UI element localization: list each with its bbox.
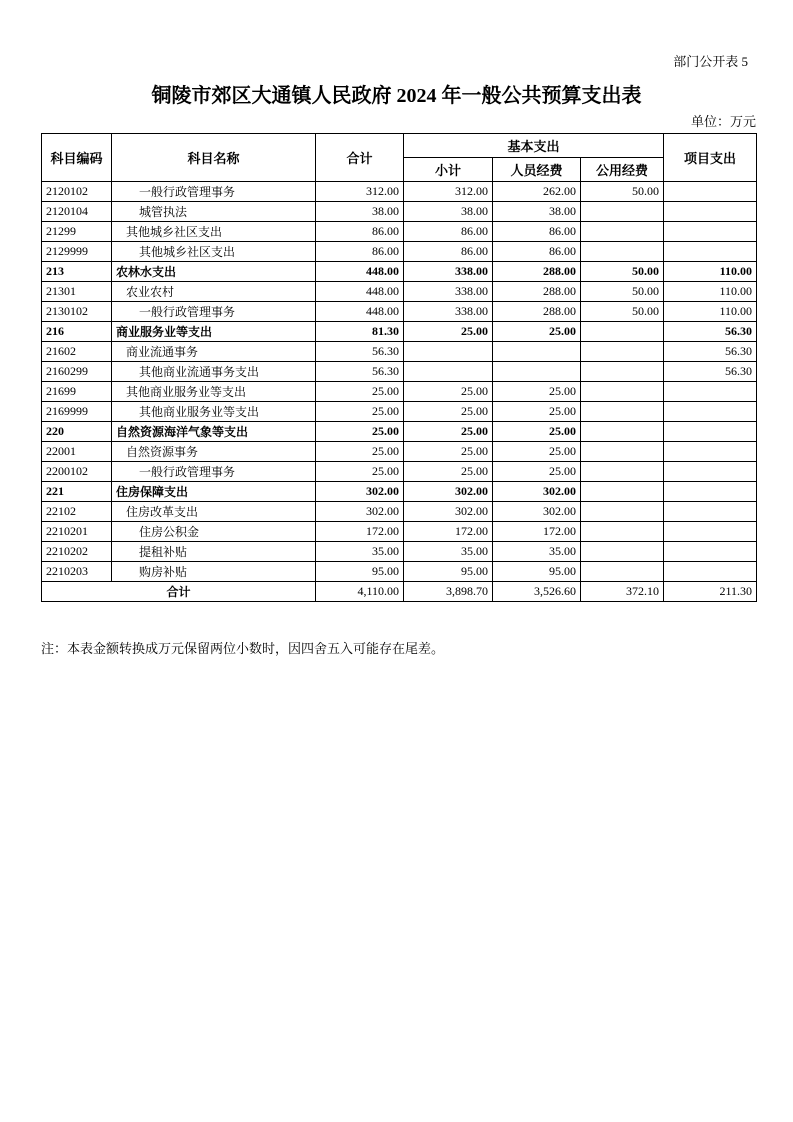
table-row bbox=[42, 182, 757, 202]
subtotal-cell: 38.00 bbox=[404, 202, 493, 222]
table-row bbox=[42, 222, 757, 242]
total-cell: 25.00 bbox=[316, 402, 404, 422]
subject-name-cell: 农业农村 bbox=[112, 282, 316, 302]
header-basic-expenditure-group: 基本支出 bbox=[404, 134, 664, 158]
subtotal-cell: 25.00 bbox=[404, 422, 493, 442]
project-cell bbox=[664, 382, 757, 402]
table-row bbox=[42, 242, 757, 262]
subject-code-cell: 2210202 bbox=[42, 542, 112, 562]
project-cell bbox=[664, 182, 757, 202]
subject-name-cell: 购房补贴 bbox=[112, 562, 316, 582]
table-row bbox=[42, 282, 757, 302]
table-row bbox=[42, 562, 757, 582]
total-cell: 35.00 bbox=[316, 542, 404, 562]
table-row bbox=[42, 422, 757, 442]
table-row bbox=[42, 302, 757, 322]
total-cell: 25.00 bbox=[316, 382, 404, 402]
subtotal-cell: 95.00 bbox=[404, 562, 493, 582]
total-cell: 81.30 bbox=[316, 322, 404, 342]
total-cell: 86.00 bbox=[316, 242, 404, 262]
subtotal-cell: 338.00 bbox=[404, 282, 493, 302]
subtotal-cell: 86.00 bbox=[404, 242, 493, 262]
subject-code-cell: 21699 bbox=[42, 382, 112, 402]
public-funds-cell: 50.00 bbox=[581, 262, 664, 282]
total-row bbox=[42, 582, 757, 602]
public-funds-cell bbox=[581, 462, 664, 482]
public-funds-cell bbox=[581, 542, 664, 562]
project-cell: 110.00 bbox=[664, 302, 757, 322]
subject-code-cell: 2129999 bbox=[42, 242, 112, 262]
total-cell: 56.30 bbox=[316, 362, 404, 382]
subtotal-cell: 25.00 bbox=[404, 382, 493, 402]
subtotal-cell: 86.00 bbox=[404, 222, 493, 242]
subject-name-cell: 农林水支出 bbox=[112, 262, 316, 282]
project-cell bbox=[664, 422, 757, 442]
personnel-cell: 86.00 bbox=[493, 242, 581, 262]
project-cell: 110.00 bbox=[664, 282, 757, 302]
subject-name-cell: 住房改革支出 bbox=[112, 502, 316, 522]
subject-code-cell: 22102 bbox=[42, 502, 112, 522]
public-funds-cell bbox=[581, 242, 664, 262]
total-cell: 312.00 bbox=[316, 182, 404, 202]
personnel-cell: 95.00 bbox=[493, 562, 581, 582]
subtotal-cell: 35.00 bbox=[404, 542, 493, 562]
unit-label: 单位：万元 bbox=[690, 114, 756, 129]
total-cell: 86.00 bbox=[316, 222, 404, 242]
project-cell bbox=[664, 482, 757, 502]
project-cell bbox=[664, 562, 757, 582]
table-row bbox=[42, 382, 757, 402]
total-cell: 302.00 bbox=[316, 502, 404, 522]
subject-name-cell: 一般行政管理事务 bbox=[112, 182, 316, 202]
table-row bbox=[42, 482, 757, 502]
subject-code-cell: 2210203 bbox=[42, 562, 112, 582]
subtotal-cell bbox=[404, 342, 493, 362]
subject-code-cell: 22001 bbox=[42, 442, 112, 462]
project-cell bbox=[664, 242, 757, 262]
total-row-personnel: 3,526.60 bbox=[493, 582, 581, 602]
project-cell bbox=[664, 202, 757, 222]
public-funds-cell: 50.00 bbox=[581, 182, 664, 202]
total-row-project: 211.30 bbox=[664, 582, 757, 602]
project-cell bbox=[664, 502, 757, 522]
personnel-cell: 25.00 bbox=[493, 402, 581, 422]
personnel-cell: 288.00 bbox=[493, 282, 581, 302]
personnel-cell: 25.00 bbox=[493, 442, 581, 462]
public-funds-cell bbox=[581, 562, 664, 582]
subject-code-cell: 21299 bbox=[42, 222, 112, 242]
personnel-cell: 25.00 bbox=[493, 382, 581, 402]
subject-code-cell: 2169999 bbox=[42, 402, 112, 422]
subject-name-cell: 商业流通事务 bbox=[112, 342, 316, 362]
personnel-cell bbox=[493, 342, 581, 362]
subtotal-cell: 25.00 bbox=[404, 442, 493, 462]
page-title: 铜陵市郊区大通镇人民政府 2024 年一般公共预算支出表 bbox=[151, 85, 642, 107]
public-funds-cell bbox=[581, 382, 664, 402]
project-cell bbox=[664, 462, 757, 482]
subject-name-cell: 其他城乡社区支出 bbox=[112, 222, 316, 242]
subtotal-cell: 302.00 bbox=[404, 502, 493, 522]
public-funds-cell bbox=[581, 402, 664, 422]
project-cell bbox=[664, 402, 757, 422]
total-cell: 95.00 bbox=[316, 562, 404, 582]
project-cell: 110.00 bbox=[664, 262, 757, 282]
table-header bbox=[42, 134, 757, 182]
personnel-cell: 86.00 bbox=[493, 222, 581, 242]
table-row bbox=[42, 402, 757, 422]
public-funds-cell bbox=[581, 502, 664, 522]
subject-code-cell: 2120102 bbox=[42, 182, 112, 202]
total-row-public: 372.10 bbox=[581, 582, 664, 602]
subject-name-cell: 住房公积金 bbox=[112, 522, 316, 542]
subject-name-cell: 一般行政管理事务 bbox=[112, 302, 316, 322]
project-cell bbox=[664, 442, 757, 462]
personnel-cell: 262.00 bbox=[493, 182, 581, 202]
personnel-cell: 302.00 bbox=[493, 502, 581, 522]
table-row bbox=[42, 502, 757, 522]
header-subject-name: 科目名称 bbox=[112, 134, 316, 182]
subject-code-cell: 221 bbox=[42, 482, 112, 502]
project-cell: 56.30 bbox=[664, 322, 757, 342]
public-funds-cell: 50.00 bbox=[581, 282, 664, 302]
public-funds-cell bbox=[581, 322, 664, 342]
public-funds-cell bbox=[581, 422, 664, 442]
personnel-cell: 172.00 bbox=[493, 522, 581, 542]
subject-name-cell: 提租补贴 bbox=[112, 542, 316, 562]
subject-name-cell: 自然资源海洋气象等支出 bbox=[112, 422, 316, 442]
project-cell: 56.30 bbox=[664, 342, 757, 362]
subject-name-cell: 一般行政管理事务 bbox=[112, 462, 316, 482]
subtotal-cell: 302.00 bbox=[404, 482, 493, 502]
subtotal-cell: 25.00 bbox=[404, 402, 493, 422]
total-row-subtotal: 3,898.70 bbox=[404, 582, 493, 602]
subject-name-cell: 自然资源事务 bbox=[112, 442, 316, 462]
header-subject-code: 科目编码 bbox=[42, 134, 112, 182]
budget-table bbox=[41, 133, 757, 602]
subject-name-cell: 其他商业服务业等支出 bbox=[112, 382, 316, 402]
header-row-1 bbox=[42, 134, 757, 158]
subject-name-cell: 其他商业服务业等支出 bbox=[112, 402, 316, 422]
subject-code-cell: 2130102 bbox=[42, 302, 112, 322]
public-funds-cell: 50.00 bbox=[581, 302, 664, 322]
table-row bbox=[42, 542, 757, 562]
corner-label: 部门公开表 5 bbox=[673, 54, 748, 69]
personnel-cell: 25.00 bbox=[493, 322, 581, 342]
public-funds-cell bbox=[581, 202, 664, 222]
header-total: 合计 bbox=[316, 134, 404, 182]
public-funds-cell bbox=[581, 522, 664, 542]
total-cell: 25.00 bbox=[316, 422, 404, 442]
table-body bbox=[42, 182, 757, 582]
project-cell bbox=[664, 522, 757, 542]
table-row bbox=[42, 462, 757, 482]
project-cell: 56.30 bbox=[664, 362, 757, 382]
project-cell bbox=[664, 222, 757, 242]
total-cell: 25.00 bbox=[316, 442, 404, 462]
total-cell: 448.00 bbox=[316, 262, 404, 282]
total-cell: 448.00 bbox=[316, 302, 404, 322]
personnel-cell: 288.00 bbox=[493, 302, 581, 322]
table-row bbox=[42, 442, 757, 462]
header-project-expenditure: 项目支出 bbox=[664, 134, 757, 182]
table-row bbox=[42, 202, 757, 222]
total-cell: 302.00 bbox=[316, 482, 404, 502]
header-public-funds: 公用经费 bbox=[581, 158, 664, 182]
subject-code-cell: 21301 bbox=[42, 282, 112, 302]
public-funds-cell bbox=[581, 482, 664, 502]
subject-code-cell: 2210201 bbox=[42, 522, 112, 542]
subject-code-cell: 21602 bbox=[42, 342, 112, 362]
table-row bbox=[42, 342, 757, 362]
total-row-label: 合计 bbox=[42, 582, 316, 602]
subject-name-cell: 住房保障支出 bbox=[112, 482, 316, 502]
header-personnel-funds: 人员经费 bbox=[493, 158, 581, 182]
personnel-cell: 25.00 bbox=[493, 462, 581, 482]
subtotal-cell: 312.00 bbox=[404, 182, 493, 202]
personnel-cell: 25.00 bbox=[493, 422, 581, 442]
subtotal-cell: 338.00 bbox=[404, 302, 493, 322]
personnel-cell: 35.00 bbox=[493, 542, 581, 562]
personnel-cell: 302.00 bbox=[493, 482, 581, 502]
public-funds-cell bbox=[581, 222, 664, 242]
table-row bbox=[42, 262, 757, 282]
subject-code-cell: 213 bbox=[42, 262, 112, 282]
subject-code-cell: 2160299 bbox=[42, 362, 112, 382]
subject-name-cell: 商业服务业等支出 bbox=[112, 322, 316, 342]
subject-code-cell: 2200102 bbox=[42, 462, 112, 482]
subject-code-cell: 216 bbox=[42, 322, 112, 342]
subject-name-cell: 其他城乡社区支出 bbox=[112, 242, 316, 262]
subject-name-cell: 其他商业流通事务支出 bbox=[112, 362, 316, 382]
total-cell: 448.00 bbox=[316, 282, 404, 302]
table-row bbox=[42, 362, 757, 382]
total-cell: 38.00 bbox=[316, 202, 404, 222]
public-funds-cell bbox=[581, 442, 664, 462]
personnel-cell: 38.00 bbox=[493, 202, 581, 222]
subtotal-cell: 338.00 bbox=[404, 262, 493, 282]
subtotal-cell: 25.00 bbox=[404, 462, 493, 482]
total-cell: 56.30 bbox=[316, 342, 404, 362]
total-cell: 25.00 bbox=[316, 462, 404, 482]
personnel-cell bbox=[493, 362, 581, 382]
public-funds-cell bbox=[581, 362, 664, 382]
subject-code-cell: 220 bbox=[42, 422, 112, 442]
subtotal-cell: 172.00 bbox=[404, 522, 493, 542]
subtotal-cell: 25.00 bbox=[404, 322, 493, 342]
subject-name-cell: 城管执法 bbox=[112, 202, 316, 222]
public-funds-cell bbox=[581, 342, 664, 362]
table-row bbox=[42, 522, 757, 542]
header-subtotal: 小计 bbox=[404, 158, 493, 182]
total-row-total: 4,110.00 bbox=[316, 582, 404, 602]
project-cell bbox=[664, 542, 757, 562]
total-cell: 172.00 bbox=[316, 522, 404, 542]
table-row bbox=[42, 322, 757, 342]
personnel-cell: 288.00 bbox=[493, 262, 581, 282]
subject-code-cell: 2120104 bbox=[42, 202, 112, 222]
footnote: 注：本表金额转换成万元保留两位小数时，因四舍五入可能存在尾差。 bbox=[41, 641, 445, 656]
subtotal-cell bbox=[404, 362, 493, 382]
